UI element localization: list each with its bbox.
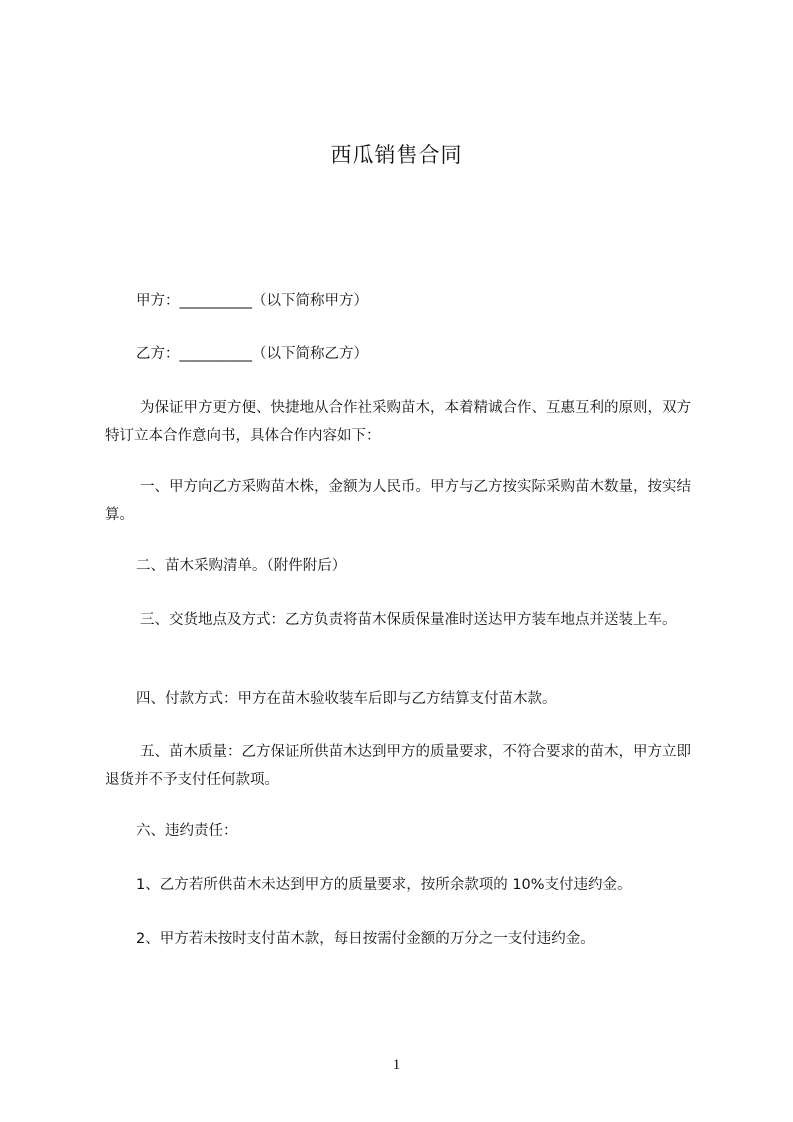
party-b-line: 乙方：__________（以下简称乙方） <box>136 346 368 362</box>
page-number: 1 <box>392 1057 401 1073</box>
clause-5: 五、苗木质量：乙方保证所供苗木达到甲方的质量要求，不符合要求的苗木，甲方立即退货并不予支付任何款项。 <box>105 744 691 788</box>
clause-3: 三、交货地点及方式：乙方负责将苗木保质保量准时送达甲方装车地点并送装上车。 <box>140 612 677 628</box>
clause-6-heading: 六、违约责任： <box>136 823 238 839</box>
intro-paragraph: 为保证甲方更方便、快捷地从合作社采购苗木，本着精诚合作、互惠互利的原则，双方特订立本合作意向书，具体合作内容如下： <box>105 400 691 444</box>
clause-6-item-1: 1、乙方若所供苗木未达到甲方的质量要求，按所余款项的 10%支付违约金。 <box>136 877 632 893</box>
clause-1: 一、甲方向乙方采购苗木株，金额为人民币。甲方与乙方按实际采购苗木数量，按实结算。 <box>105 479 691 523</box>
document-title: 西瓜销售合同 <box>330 143 463 167</box>
clause-2: 二、苗木采购清单。（附件附后） <box>136 558 347 574</box>
clause-4: 四、付款方式：甲方在苗木验收装车后即与乙方结算支付苗木款。 <box>136 691 557 707</box>
party-a-line: 甲方：__________（以下简称甲方） <box>136 293 368 309</box>
clause-6-item-2: 2、甲方若未按时支付苗木款，每日按需付金额的万分之一支付违约金。 <box>136 931 595 947</box>
